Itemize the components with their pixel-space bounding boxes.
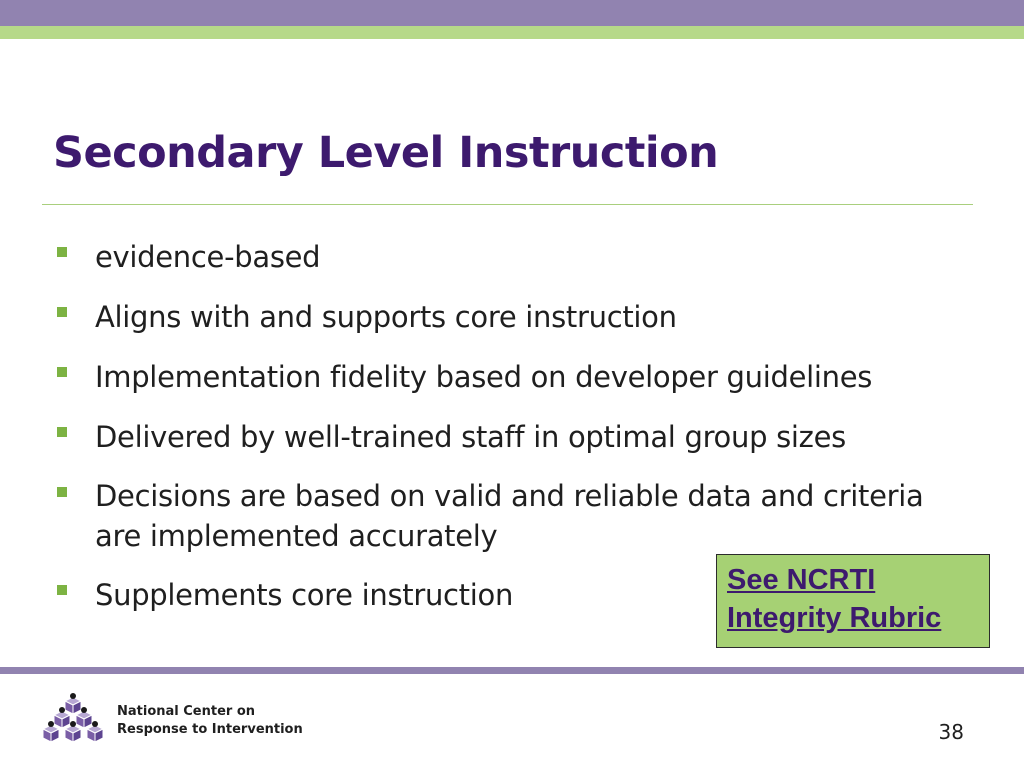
list-item: [55, 236, 995, 278]
bullet-text: Decisions are based on valid and reliable data and criteria are implemented accurately: [95, 479, 924, 553]
square-bullet-icon: [57, 247, 67, 257]
list-item: [55, 476, 995, 556]
bullet-text: Supplements core instruction: [95, 578, 514, 612]
integrity-rubric-link[interactable]: Integrity Rubric: [727, 602, 942, 634]
ncrti-cubes-logo-icon: [40, 691, 106, 751]
slide-title: Secondary Level Instruction: [53, 128, 719, 178]
bullet-text: Aligns with and supports core instruction: [95, 300, 677, 334]
org-name-line-2: Response to Intervention: [117, 722, 303, 737]
see-ncrti-link[interactable]: See NCRTI: [727, 564, 876, 596]
top-accent-bar-purple: [0, 0, 1024, 26]
organization-name: [117, 703, 303, 739]
top-accent-bar-green: [0, 26, 1024, 39]
square-bullet-icon: [57, 307, 67, 317]
title-divider: [42, 204, 973, 205]
org-name-line-1: National Center on: [117, 704, 256, 719]
ncrti-rubric-callout[interactable]: [716, 554, 990, 648]
square-bullet-icon: [57, 585, 67, 595]
page-number: 38: [938, 720, 964, 744]
list-item: [55, 416, 995, 458]
square-bullet-icon: [57, 487, 67, 497]
bullet-text: evidence-based: [95, 240, 321, 274]
square-bullet-icon: [57, 367, 67, 377]
list-item: [55, 296, 995, 338]
bullet-text: Implementation fidelity based on developer guidelines: [95, 360, 873, 394]
list-item: [55, 356, 995, 398]
bullet-text: Delivered by well-trained staff in optimal group sizes: [95, 420, 846, 454]
bottom-accent-bar: [0, 667, 1024, 674]
square-bullet-icon: [57, 427, 67, 437]
